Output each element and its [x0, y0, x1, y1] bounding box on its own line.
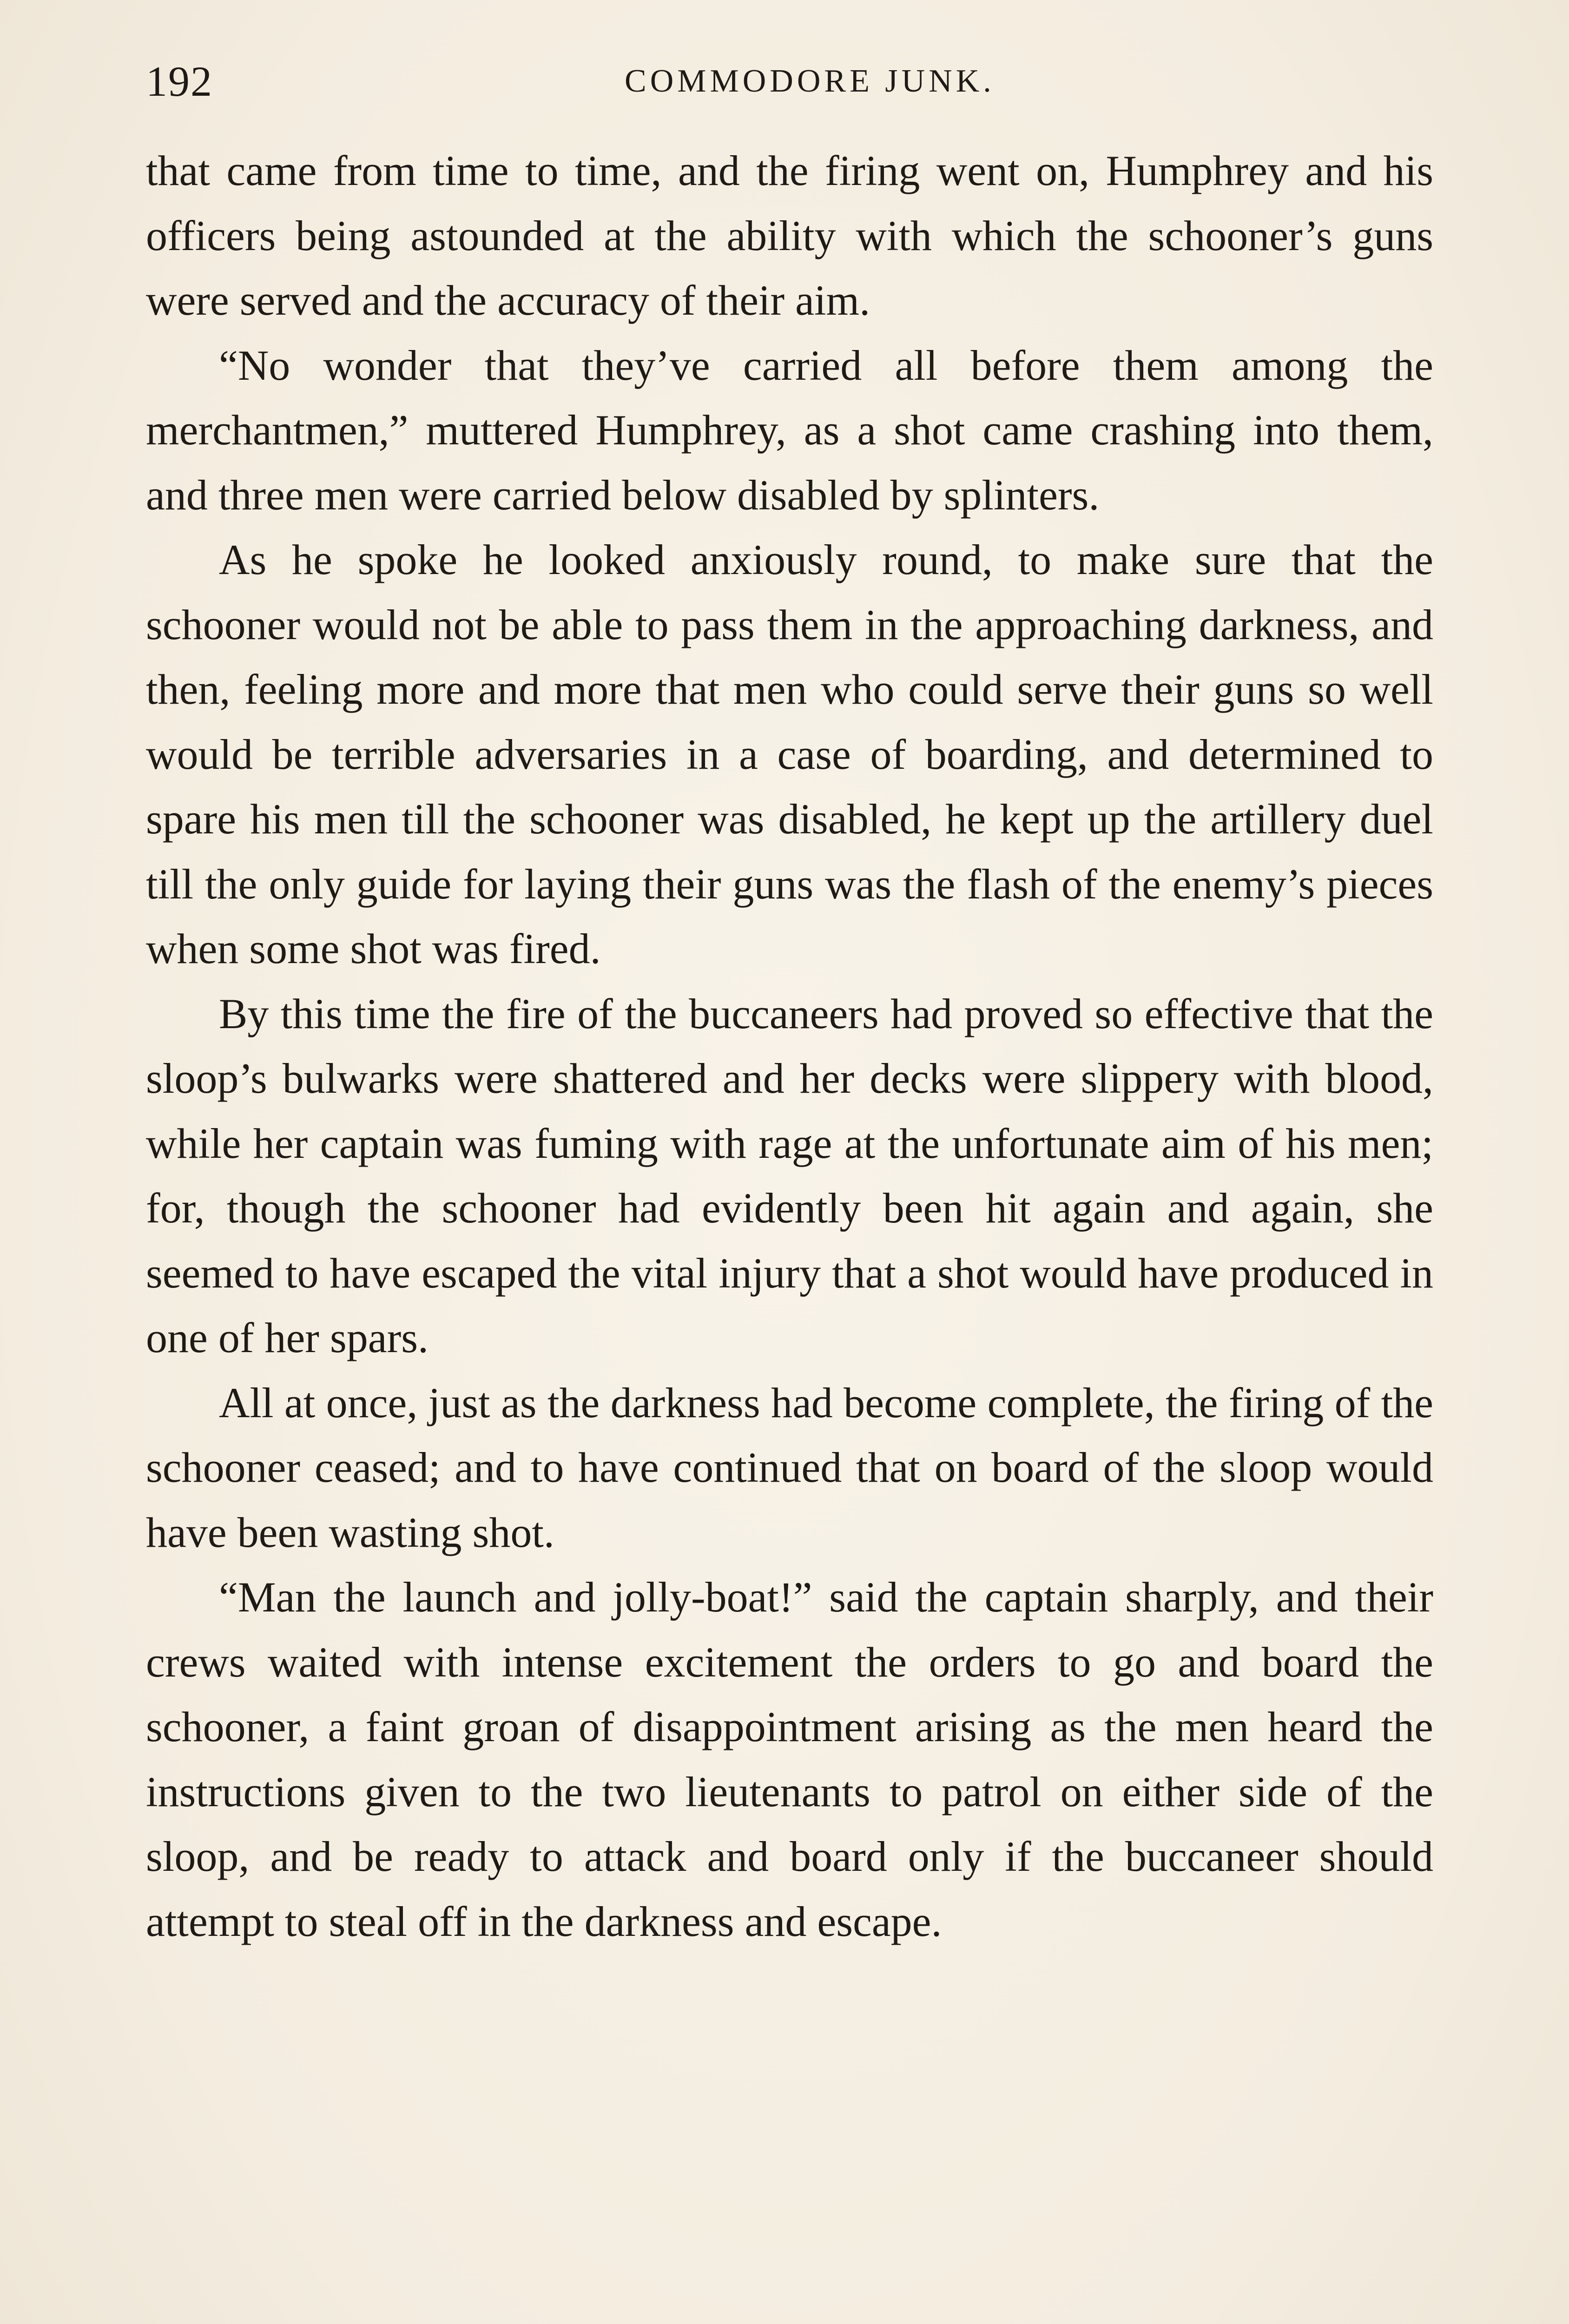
body-text — [146, 139, 1433, 1954]
paragraph: By this time the fire of the buccaneers had proved so effective that the sloop’s bulwarks were shattered and her decks were slippery with blood, while her captain was fuming with rage at the unfortunate aim of his men; for, though the schooner had evidently been hit again and again, she seemed to have escaped the vital injury that a shot would have produced in one of her spars. — [146, 990, 1433, 1361]
running-head — [146, 51, 1433, 112]
page-number: 192 — [146, 58, 213, 105]
paragraph: As he spoke he looked anxiously round, to make sure that the schooner would not be able to pass them in the approaching darkness, and then, feeling more and more that men who could serve their guns so well would be terrible adversaries in a case of boarding, and determined to spare his men till the schooner was disabled, he kept up the artillery duel till the only guide for laying their guns was the flash of the enemy’s pieces when some shot was fired. — [146, 536, 1433, 972]
paragraph: All at once, just as the darkness had become complete, the firing of the schooner ceased; and to have continued that on board of the sloop would have been wasting shot. — [146, 1379, 1433, 1556]
paragraph-continued: that came from time to time, and the firing went on, Humphrey and his officers being astounded at the ability with which the schooner’s guns were served and the accuracy of their aim. — [146, 147, 1433, 324]
paragraph: “Man the launch and jolly-boat!” said the captain sharply, and their crews waited with intense excitement the orders to go and board the schooner, a faint groan of disappointment arising as the men heard the instructions given to the two lieutenants to patrol on either side of the sloop, and be ready to attack and board only if the buccaneer should attempt to steal off in the darkness and escape. — [146, 1573, 1433, 1945]
paragraph: “No wonder that they’ve carried all before them among the merchantmen,” muttered Humphrey, as a shot came crashing into them, and three men were carried below disabled by splinters. — [146, 341, 1433, 519]
book-title: COMMODORE JUNK. — [625, 63, 995, 99]
